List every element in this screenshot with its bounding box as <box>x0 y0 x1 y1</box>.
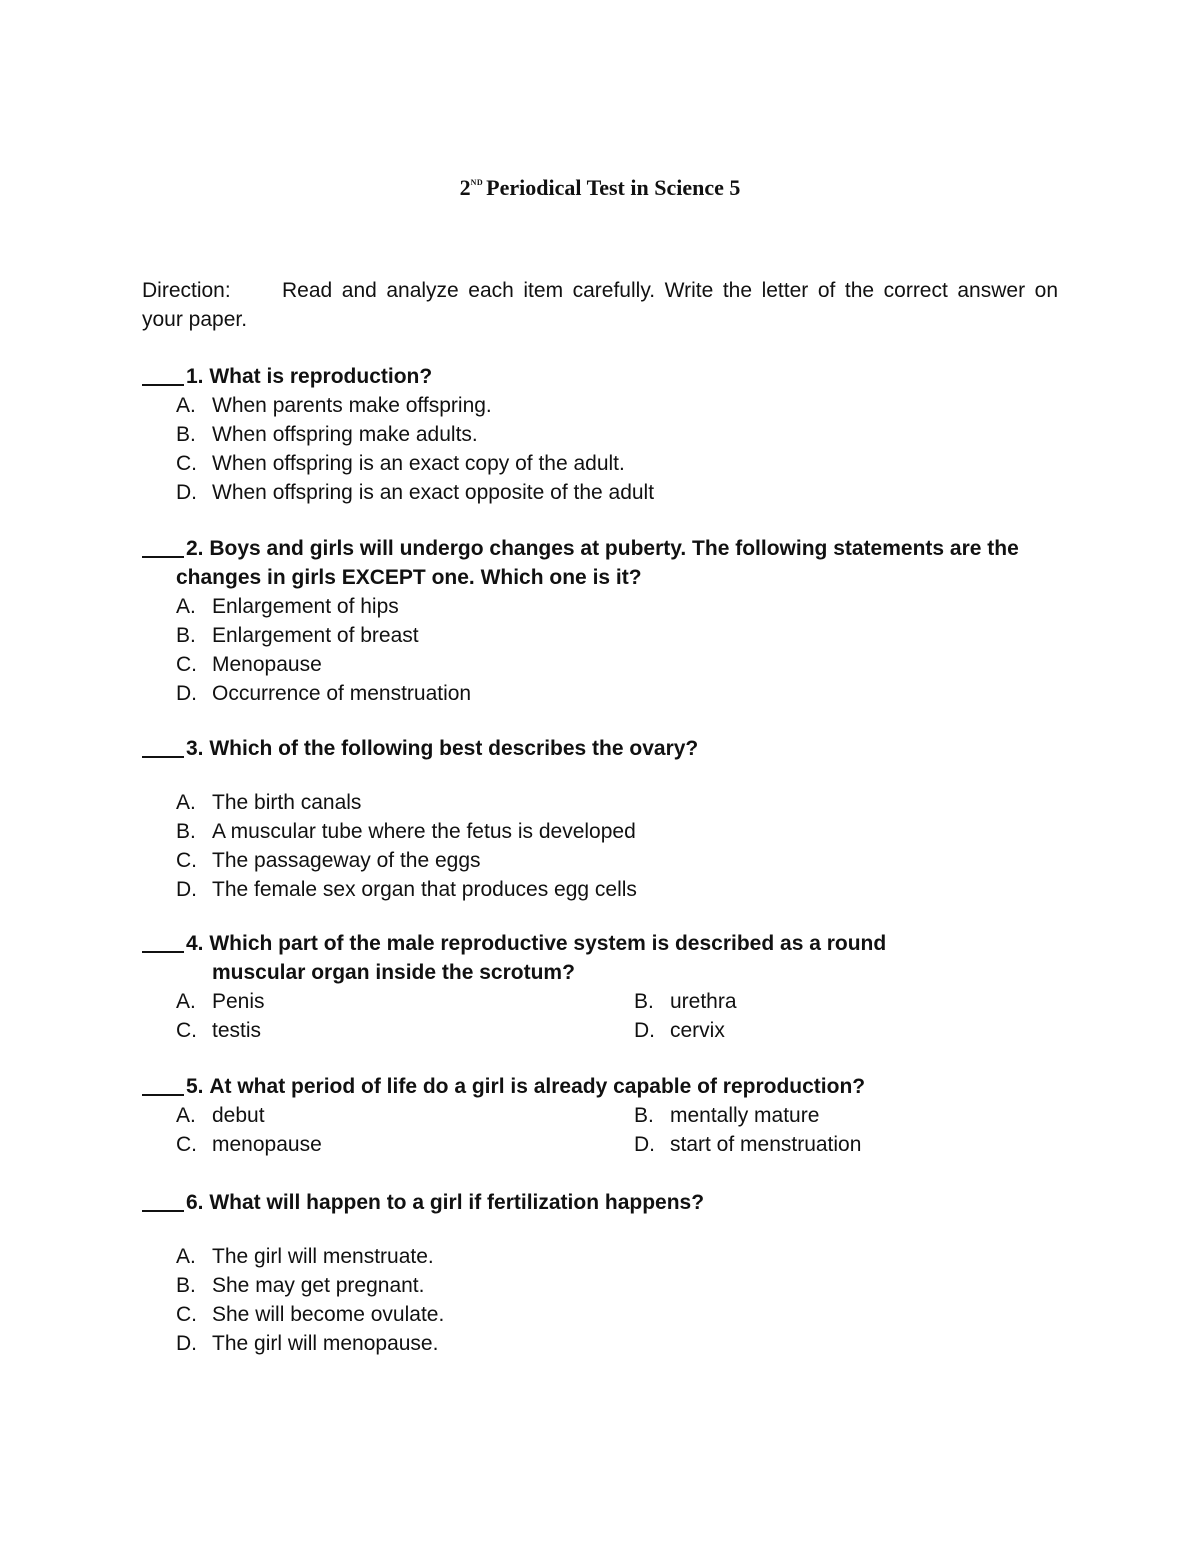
option-letter: A. <box>176 1245 196 1268</box>
option-a <box>142 1242 1072 1271</box>
option-text: cervix <box>670 1019 725 1042</box>
option-text: When parents make offspring. <box>212 394 492 417</box>
question-number: 1. <box>186 365 204 388</box>
option-text: menopause <box>212 1133 322 1156</box>
option-d <box>142 679 1072 708</box>
option-letter: B. <box>634 990 654 1013</box>
option-text: Penis <box>212 990 265 1013</box>
question-6 <box>142 1188 1072 1358</box>
option-text: She will become ovulate. <box>212 1303 445 1326</box>
option-text: The girl will menstruate. <box>212 1245 434 1268</box>
option-b <box>142 817 1072 846</box>
option-letter: B. <box>176 423 196 446</box>
option-letter: D. <box>176 878 197 901</box>
question-number: 3. <box>186 737 204 760</box>
option-text: When offspring make adults. <box>212 423 478 446</box>
option-d <box>142 1329 1072 1358</box>
option-d <box>600 1130 1058 1159</box>
option-text: When offspring is an exact copy of the adult. <box>212 452 625 475</box>
option-b <box>142 420 1072 449</box>
option-d <box>142 875 1072 904</box>
option-c <box>142 1130 600 1159</box>
question-number: 2. <box>186 537 204 560</box>
direction-text-line1: Read and analyze each item carefully. Write the letter of the correct answer on <box>282 279 1058 302</box>
question-stem: Boys and girls will undergo changes at puberty. The following statements are the <box>209 537 1019 560</box>
option-letter: A. <box>176 791 196 814</box>
option-letter: B. <box>176 624 196 647</box>
option-text: Occurrence of menstruation <box>212 682 472 705</box>
option-c <box>142 449 1072 478</box>
option-a <box>142 987 600 1016</box>
question-number: 4. <box>186 932 204 955</box>
title-superscript: ND <box>470 178 484 187</box>
question-5 <box>142 1072 1072 1159</box>
option-c <box>142 1300 1072 1329</box>
option-letter: A. <box>176 595 196 618</box>
title-ordinal: 2 <box>459 175 471 200</box>
option-a <box>142 391 1072 420</box>
option-letter: A. <box>176 394 196 417</box>
option-text: She may get pregnant. <box>212 1274 425 1297</box>
option-letter: A. <box>176 990 196 1013</box>
option-text: debut <box>212 1104 265 1127</box>
option-letter: C. <box>176 452 197 475</box>
answer-blank[interactable] <box>142 1072 184 1096</box>
option-d <box>142 478 1072 507</box>
option-letter: C. <box>176 1133 197 1156</box>
question-stem: Which of the following best describes the ovary? <box>209 737 699 760</box>
option-text: Enlargement of hips <box>212 595 399 618</box>
option-letter: B. <box>176 820 196 843</box>
option-b <box>600 1101 1058 1130</box>
question-1 <box>142 362 1072 507</box>
question-2 <box>142 534 1072 708</box>
option-letter: A. <box>176 1104 196 1127</box>
option-letter: D. <box>176 1332 197 1355</box>
direction-text-line2: your paper. <box>142 308 248 331</box>
option-text: start of menstruation <box>670 1133 862 1156</box>
answer-blank[interactable] <box>142 362 184 386</box>
option-text: urethra <box>670 990 737 1013</box>
question-number: 5. <box>186 1075 204 1098</box>
option-letter: C. <box>176 653 197 676</box>
option-letter: D. <box>176 682 197 705</box>
option-a <box>142 592 1072 621</box>
option-a <box>142 1101 600 1130</box>
option-text: mentally mature <box>670 1104 820 1127</box>
question-stem-continued: muscular organ inside the scrotum? <box>212 961 575 984</box>
option-letter: C. <box>176 1303 197 1326</box>
option-letter: D. <box>176 481 197 504</box>
option-letter: B. <box>176 1274 196 1297</box>
option-text: The birth canals <box>212 791 362 814</box>
question-stem: At what period of life do a girl is already capable of reproduction? <box>209 1075 866 1098</box>
option-letter: D. <box>634 1019 655 1042</box>
direction-label: Direction: <box>142 279 231 302</box>
answer-blank[interactable] <box>142 534 184 558</box>
option-c <box>142 846 1072 875</box>
option-letter: B. <box>634 1104 654 1127</box>
page-title <box>0 168 1200 203</box>
option-text: The passageway of the eggs <box>212 849 481 872</box>
question-3 <box>142 734 1072 904</box>
directions <box>142 276 1058 334</box>
question-stem-continued: changes in girls EXCEPT one. Which one is it? <box>176 566 642 589</box>
question-stem: Which part of the male reproductive system is described as a round <box>209 932 887 955</box>
option-text: The female sex organ that produces egg cells <box>212 878 637 901</box>
answer-blank[interactable] <box>142 1188 184 1212</box>
title-text: Periodical Test in Science 5 <box>486 175 741 200</box>
option-text: testis <box>212 1019 262 1042</box>
option-a <box>142 788 1072 817</box>
answer-blank[interactable] <box>142 734 184 758</box>
question-stem: What is reproduction? <box>209 365 433 388</box>
question-number: 6. <box>186 1191 204 1214</box>
option-text: Enlargement of breast <box>212 624 419 647</box>
option-text: When offspring is an exact opposite of the adult <box>212 481 655 504</box>
question-4 <box>142 929 1072 1045</box>
option-b <box>142 1271 1072 1300</box>
option-letter: D. <box>634 1133 655 1156</box>
option-b <box>142 621 1072 650</box>
option-letter: C. <box>176 1019 197 1042</box>
option-b <box>600 987 1058 1016</box>
question-stem: What will happen to a girl if fertilization happens? <box>209 1191 705 1214</box>
option-d <box>600 1016 1058 1045</box>
option-letter: C. <box>176 849 197 872</box>
option-text: Menopause <box>212 653 322 676</box>
option-text: A muscular tube where the fetus is developed <box>212 820 636 843</box>
option-c <box>142 650 1072 679</box>
answer-blank[interactable] <box>142 929 184 953</box>
option-c <box>142 1016 600 1045</box>
option-text: The girl will menopause. <box>212 1332 439 1355</box>
